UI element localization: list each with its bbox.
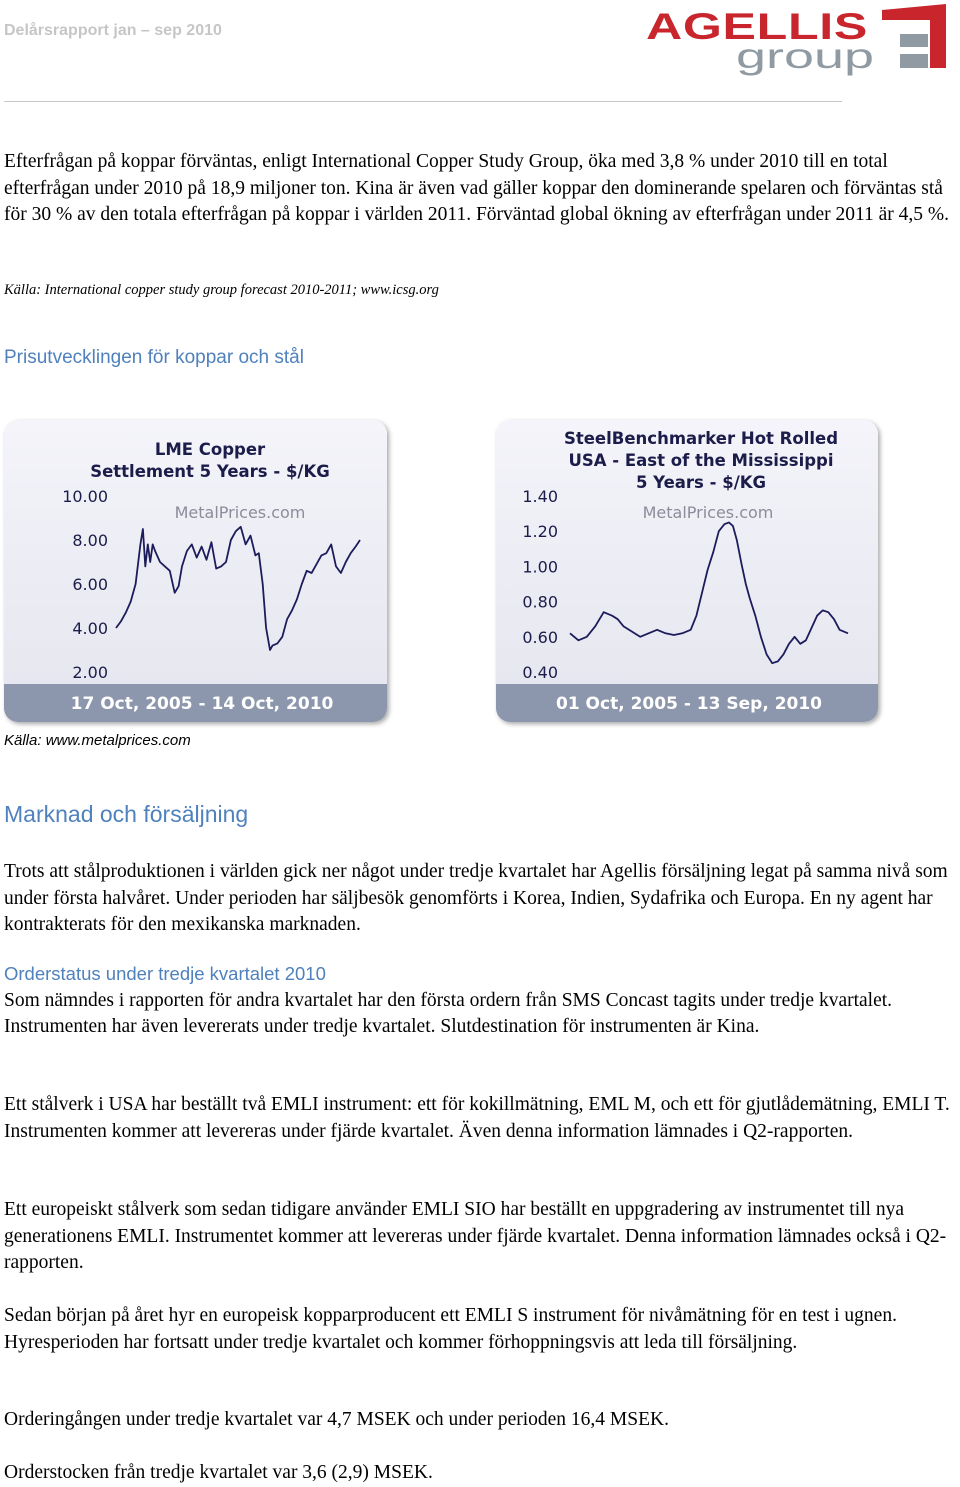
- steel-price-line: [570, 522, 848, 663]
- lme-copper-chart-svg: [4, 420, 387, 722]
- y-tick-label: 10.00: [62, 487, 108, 506]
- chart-title-line: USA - East of the Mississippi: [568, 451, 834, 470]
- y-tick-label: 2.00: [72, 663, 108, 682]
- order-backlog-paragraph: Orderstocken från tredje kvartalet var 3,6 (2,9) MSEK.: [4, 1462, 433, 1483]
- order-paragraph: Som nämndes i rapporten för andra kvartalet har den första ordern från SMS Concast tagits under tredje kvartalet. Instrumenten har även levererats under tredje kvartalet. Slutdestination för instrumenten är Kina.: [4, 989, 893, 1037]
- order-paragraph: Ett europeiskt stålverk som sedan tidigare använder EMLI SIO har beställt en uppgradering av instrumentet till nya generationens EMLI. Instrumentet kommer att levereras under fjärde kvartalet. Denna information lämnades också i Q2-rapporten.: [4, 1199, 947, 1273]
- price-section-heading: Prisutvecklingen för koppar och stål: [4, 347, 304, 368]
- logo-wordmark-bottom: group: [736, 37, 874, 76]
- order-paragraph: Ett stålverk i USA har beställt två EMLI instrument: ett för kokillmätning, EML M, och ett för gjutlådemätning, EMLI T. Instrumenten kommer att levereras under fjärde kvartalet. Även denna information lämnades i Q2-rapporten.: [4, 1094, 950, 1142]
- chart-date-range: 17 Oct, 2005 - 14 Oct, 2010: [70, 694, 334, 714]
- y-tick-label: 0.40: [522, 663, 558, 682]
- date-range-band: [4, 684, 387, 722]
- y-tick-label: 0.80: [522, 592, 558, 612]
- y-tick-label: 4.00: [72, 619, 108, 638]
- intro-source: Källa: International copper study group forecast 2010-2011; www.icsg.org: [4, 282, 439, 298]
- steel-hot-rolled-chart: [496, 420, 878, 722]
- y-axis-ticks: [62, 487, 108, 682]
- y-tick-label: 6.00: [72, 575, 108, 594]
- y-tick-label: 1.40: [522, 487, 558, 506]
- header-divider: [4, 101, 842, 102]
- logo-wordmark-top: AGELLIS: [646, 6, 868, 47]
- y-tick-label: 1.20: [522, 522, 558, 542]
- chart-watermark: MetalPrices.com: [174, 503, 306, 522]
- y-tick-label: 1.00: [522, 557, 558, 577]
- chart-title-line: SteelBenchmarker Hot Rolled: [563, 429, 839, 448]
- date-range-band: [496, 684, 878, 722]
- chart-watermark: MetalPrices.com: [642, 503, 774, 522]
- order-status-block: [4, 961, 960, 1041]
- agellis-group-logo: [640, 2, 954, 78]
- lme-copper-chart: [4, 420, 387, 722]
- report-header-title: Delårsrapport jan – sep 2010: [4, 22, 222, 39]
- chart-title-line: Settlement 5 Years - $/KG: [90, 462, 330, 481]
- market-paragraph: Trots att stålproduktionen i världen gick ner något under tredje kvartalet har Agellis försäljning legat på samma nivå som under första halvåret. Under perioden har säljbesök genomförts i Korea, Indien, Sydafrika och Europa. En ny agent har kontrakterats för den mexikanska marknaden.: [4, 861, 948, 935]
- chart-date-range: 01 Oct, 2005 - 13 Sep, 2010: [555, 694, 823, 714]
- y-axis-ticks: [522, 487, 558, 682]
- order-status-heading: Orderstatus under tredje kvartalet 2010: [4, 963, 326, 984]
- market-heading: Marknad och försäljning: [4, 801, 249, 827]
- logo-emblem-icon: [882, 4, 946, 68]
- price-source: Källa: www.metalprices.com: [4, 732, 191, 749]
- order-paragraph: Sedan början på året hyr en europeisk kopparproducent ett EMLI S instrument för nivåmätning för en test i ugnen. Hyresperioden har fortsatt under tredje kvartalet och kommer förhoppningsvis att leda till försäljning.: [4, 1305, 897, 1353]
- y-tick-label: 8.00: [72, 531, 108, 550]
- y-tick-label: 0.60: [522, 627, 558, 647]
- copper-price-line: [116, 527, 360, 650]
- chart-title-line: LME Copper: [154, 440, 266, 459]
- steel-hot-rolled-chart-svg: [496, 420, 878, 722]
- chart-title-line: 5 Years - $/KG: [635, 473, 767, 492]
- order-intake-paragraph: Orderingången under tredje kvartalet var 4,7 MSEK och under perioden 16,4 MSEK.: [4, 1409, 669, 1430]
- intro-paragraph: Efterfrågan på koppar förväntas, enligt International Copper Study Group, öka med 3,8 % under 2010 till en total efterfrågan under 2010 på 18,9 miljoner ton. Kina är även vad gäller koppar den dominerande spelaren och förväntas stå för 30 % av den totala efterfrågan på koppar i världen 2011. Förväntad global ökning av efterfrågan under 2011 är 4,5 %.: [4, 151, 950, 225]
